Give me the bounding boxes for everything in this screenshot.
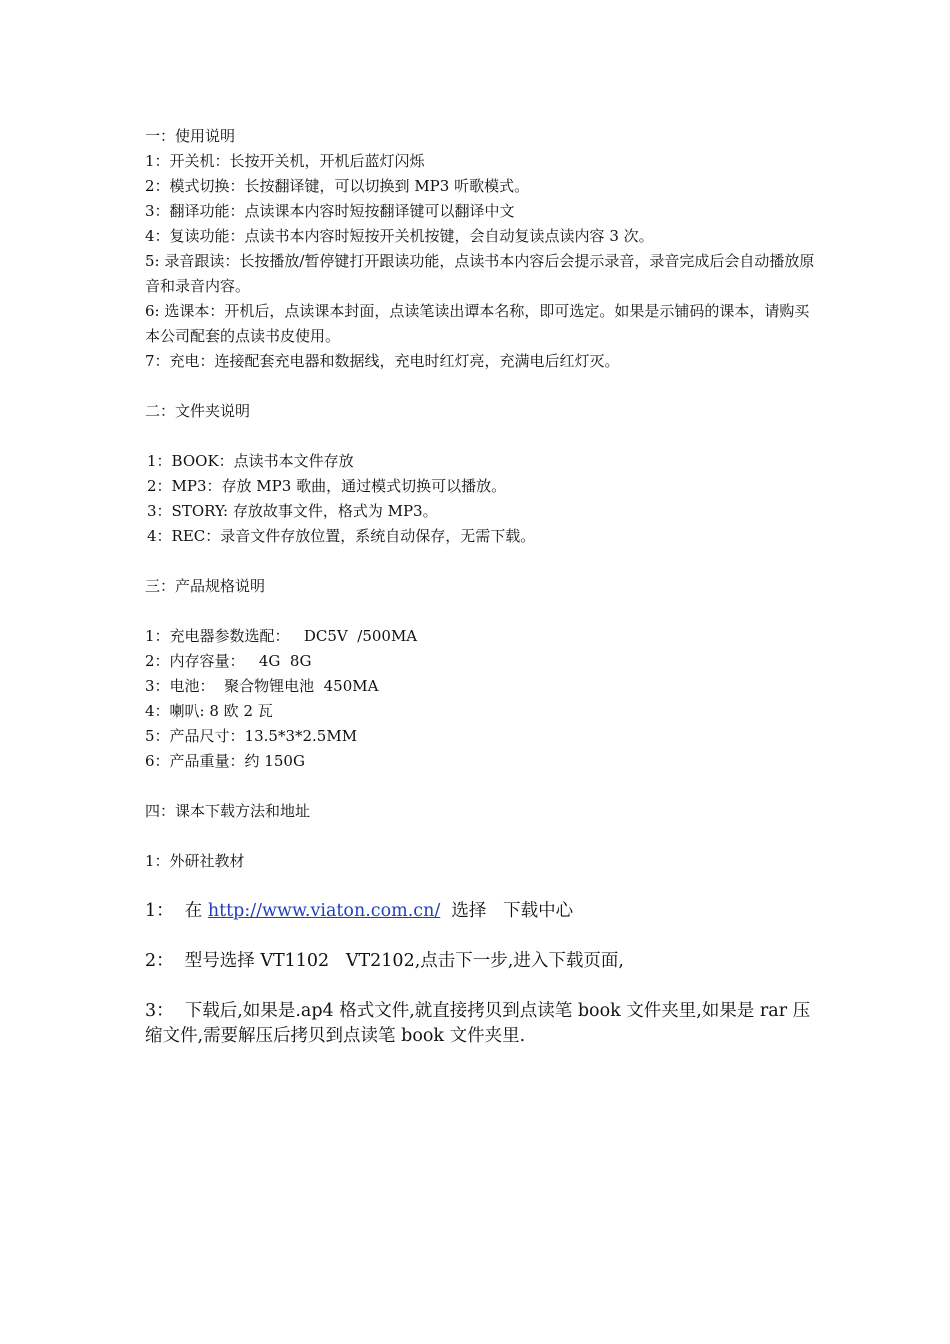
section1-item: 4：复读功能：点读书本内容时短按开关机按键，会自动复读点读内容 3 次。 — [145, 227, 654, 245]
document-body — [145, 124, 815, 1049]
section3-item: 2：内存容量： 4G 8G — [145, 652, 312, 670]
spacer — [145, 424, 815, 449]
download-step-2: 2： 型号选择 VT1102 VT2102,点击下一步,进入下载页面, — [145, 951, 624, 971]
section1-item: 3：翻译功能：点读课本内容时短按翻译键可以翻译中文 — [145, 202, 515, 220]
download-step-1-prefix: 1： 在 — [145, 901, 208, 921]
section1-item: 6: 选课本：开机后，点读课本封面，点读笔读出谭本名称，即可选定。如果是示铺码的课本，请购买本公司配套的点读书皮使用。 — [145, 302, 810, 345]
spacer — [145, 599, 815, 624]
section1-item: 7：充电：连接配套充电器和数据线，充电时红灯亮，充满电后红灯灭。 — [145, 352, 620, 370]
section3-heading: 三：产品规格说明 — [145, 577, 266, 595]
spacer — [145, 974, 815, 999]
spacer — [145, 549, 815, 574]
section2-item: 3：STORY: 存放故事文件，格式为 MP3。 — [147, 502, 438, 520]
section3-item: 3：电池： 聚合物锂电池 450MA — [145, 677, 379, 695]
spacer — [145, 824, 815, 849]
spacer — [145, 374, 815, 399]
section1-item: 2：模式切换：长按翻译键，可以切换到 MP3 听歌模式。 — [145, 177, 530, 195]
section1-item: 1：开关机：长按开关机，开机后蓝灯闪烁 — [145, 152, 425, 170]
section2-heading: 二：文件夹说明 — [145, 402, 251, 420]
section3-item: 6：产品重量：约 150G — [145, 752, 305, 770]
download-step-3: 3： 下载后,如果是.ap4 格式文件,就直接拷贝到点读笔 book 文件夹里,如果是 rar 压缩文件,需要解压后拷贝到点读笔 book 文件夹里. — [145, 1001, 811, 1046]
download-site-link[interactable]: http://www.viaton.com.cn/ — [207, 901, 441, 921]
section1-heading: 一：使用说明 — [145, 127, 236, 145]
section1-item: 5: 录音跟读：长按播放/暂停键打开跟读功能，点读书本内容后会提示录音，录音完成后会自动播放原音和录音内容。 — [145, 252, 815, 295]
section4-heading: 四：课本下载方法和地址 — [145, 802, 311, 820]
section3-item: 1：充电器参数选配： DC5V /500MA — [145, 627, 418, 645]
section2-item: 4：REC：录音文件存放位置，系统自动保存，无需下载。 — [147, 527, 536, 545]
section4-subheading: 1：外研社教材 — [145, 852, 245, 870]
section3-item: 4：喇叭: 8 欧 2 瓦 — [145, 702, 273, 720]
download-step-1 — [145, 899, 815, 924]
section2-item: 2：MP3：存放 MP3 歌曲，通过模式切换可以播放。 — [147, 477, 507, 495]
section2-item: 1：BOOK：点读书本文件存放 — [147, 452, 354, 470]
download-step-1-suffix: 选择 下载中心 — [440, 901, 574, 921]
section3-item: 5：产品尺寸：13.5*3*2.5MM — [145, 727, 358, 745]
spacer — [145, 874, 815, 899]
spacer — [145, 924, 815, 949]
spacer — [145, 774, 815, 799]
